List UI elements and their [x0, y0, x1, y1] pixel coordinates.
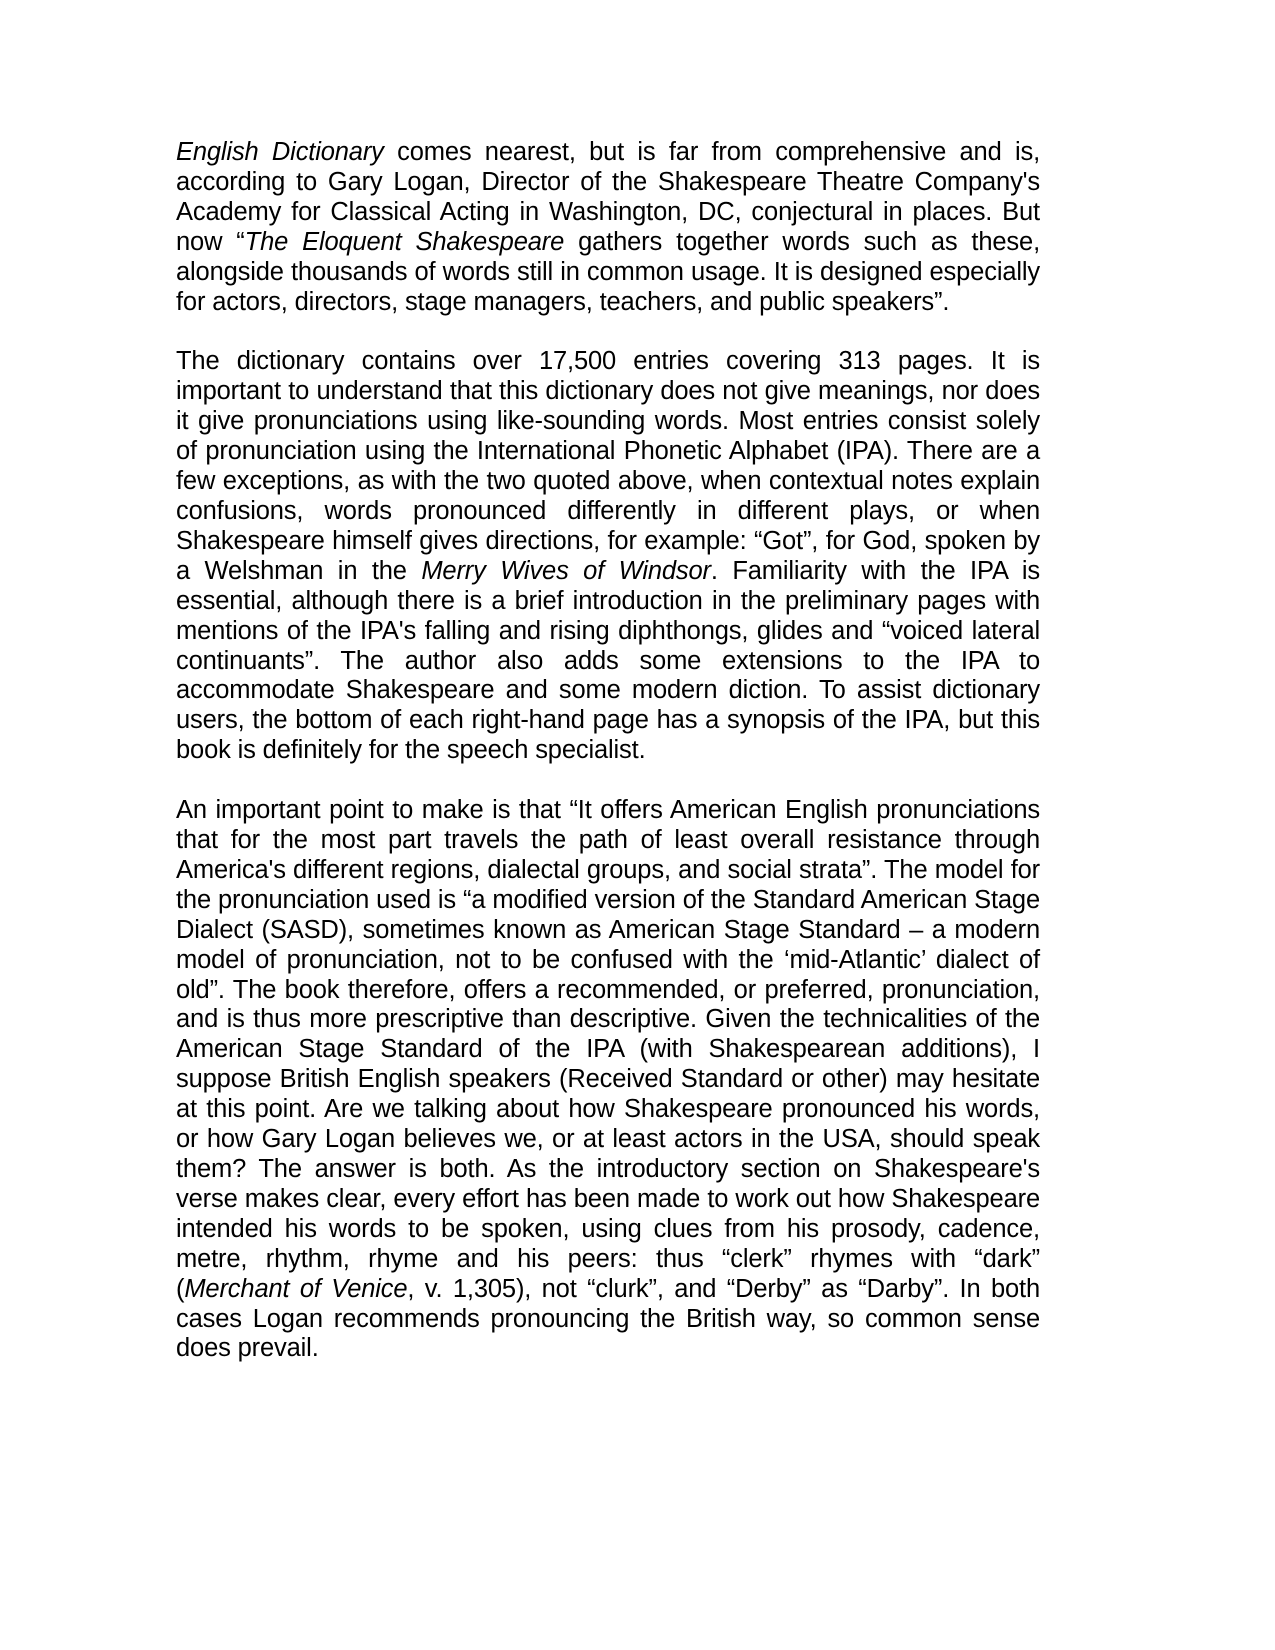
- paragraph-2-text-run-0: The dictionary contains over 17,500 entries covering 313 pages. It is important to understand that this dictionary does not give meanings, nor does it give pronunciations using like-sounding words. Most entries consist solely of pronunciation using the International Phonetic Alphabet (IPA). There are a few exceptions, as with the two quoted above, when contextual notes explain confusions, words pronounced differently in different plays, or when Shakespeare himself gives directions, for example: “Got”, for God, spoken by a Welshman in the: [176, 347, 1040, 585]
- document-text-body: [176, 138, 1040, 1364]
- paragraph-1-text-run-3: gathers together words such as these, alongside thousands of words still in common usage. It is designed especially for actors, directors, stage managers, teachers, and public speakers”.: [176, 227, 1041, 316]
- paragraph-3-italic-run-1: Merchant of Venice: [184, 1274, 408, 1303]
- paragraph-3: [176, 796, 1040, 1364]
- paragraph-2-italic-run-1: Merry Wives of Windsor: [421, 556, 711, 585]
- paragraph-2: [176, 347, 1040, 766]
- paragraph-3-text-run-0: An important point to make is that “It offers American English pronunciations that for the most part travels the path of least overall resistance through America's different regions, dialectal groups, and social strata”. The model for the pronunciation used is “a modified version of the Standard American Stage Dialect (SASD), sometimes known as American Stage Standard – a modern model of pronunciation, not to be confused with the ‘mid-Atlantic’ dialect of old”. The book therefore, offers a recommended, or preferred, pronunciation, and is thus more prescriptive than descriptive. Given the technicalities of the American Stage Standard of the IPA (with Shakespearean additions), I suppose British English speakers (Received Standard or other) may hesitate at this point. Are we talking about how Shakespeare pronounced his words, or how Gary Logan believes we, or at least actors in the USA, should speak them? The answer is both. As the introductory section on Shakespeare's verse makes clear, every effort has been made to work out how Shakespeare intended his words to be spoken, using clues from his prosody, cadence, metre, rhythm, rhyme and his peers: thus “clerk” rhymes with “dark” (: [176, 796, 1040, 1303]
- paragraph-3-text-run-2: , v. 1,305), not “clurk”, and “Derby” as “Darby”. In both cases Logan recommends pronouncing the British way, so common sense does prevail.: [176, 1274, 1040, 1363]
- paragraph-1: [176, 138, 1040, 317]
- paragraph-1-italic-run-0: English Dictionary: [176, 138, 384, 166]
- paragraph-2-text-run-2: . Familiarity with the IPA is essential, although there is a brief introduction in the preliminary pages with mentions of the IPA's falling and rising diphthongs, glides and “voiced lateral continuants”. The author also adds some extensions to the IPA to accommodate Shakespeare and some modern diction. To assist dictionary users, the bottom of each right-hand page has a synopsis of the IPA, but this book is definitely for the speech specialist.: [176, 556, 1041, 765]
- paragraph-1-text-run-1: comes nearest, but is far from comprehensive and is, according to Gary Logan, Director of the Shakespeare Theatre Company's Academy for Classical Acting in Washington, DC, conjectural in places. But now “: [176, 138, 1041, 256]
- paragraph-1-italic-run-2: The Eloquent Shakespeare: [244, 227, 565, 256]
